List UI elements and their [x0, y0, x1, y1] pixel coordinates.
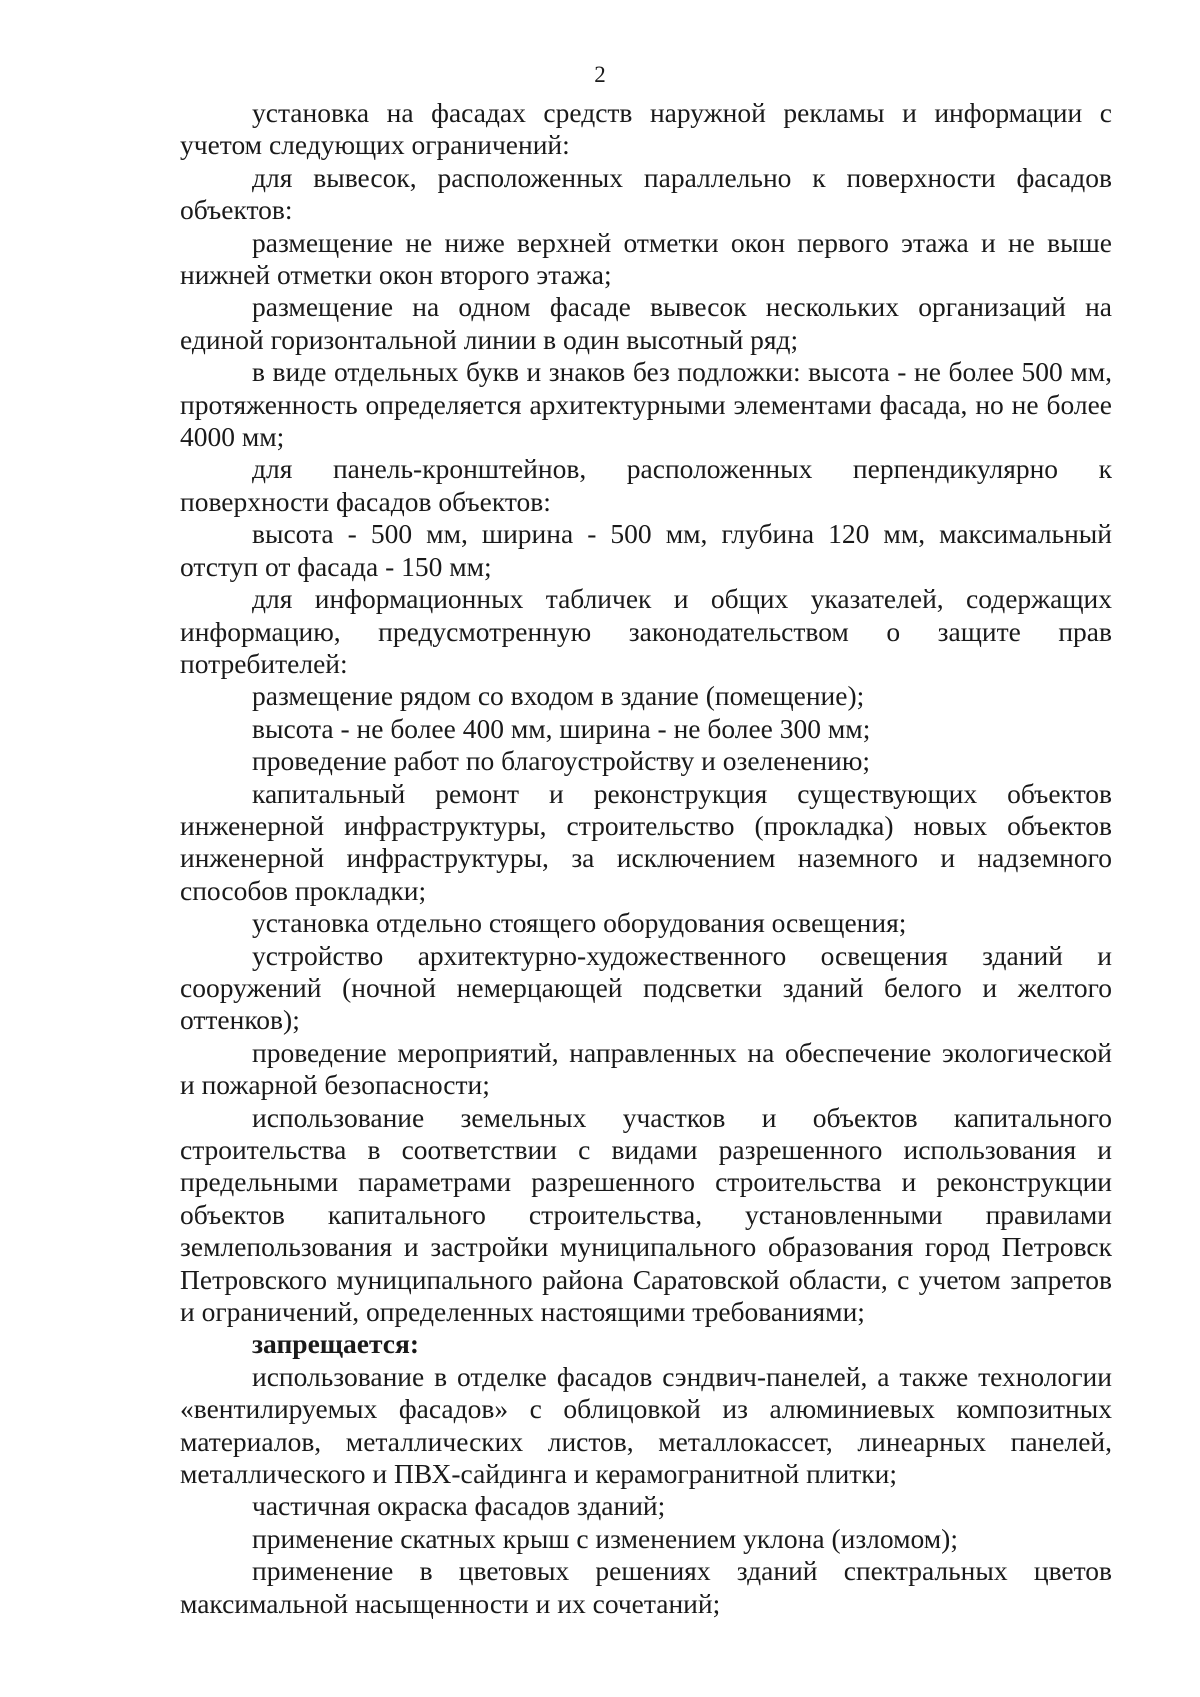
document-body — [180, 97, 1112, 1620]
prohibited-heading: запрещается: — [252, 1328, 420, 1360]
paragraph-lighting-equipment: установка отдельно стоящего оборудования освещения; — [252, 907, 907, 939]
paragraph-facade-advertising: установка на фасадах средств наружной рекламы и информации с учетом следующих ограничений: — [180, 97, 1112, 161]
paragraph-bracket-size: высота - 500 мм, ширина - 500 мм, глубина 120 мм, максимальный отступ от фасада - 150 мм; — [180, 518, 1112, 582]
paragraph-parallel-signs: для вывесок, расположенных параллельно к поверхности фасадов объектов: — [180, 161, 1112, 226]
paragraph-safety-measures: проведение мероприятий, направленных на обеспечение экологической и пожарной безопасности; — [180, 1036, 1112, 1101]
paragraph-engineering-infrastructure: капитальный ремонт и реконструкция существующих объектов инженерной инфраструктуры, строительство (прокладка) новых объектов инженерной инфраструктуры, за исключением наземного и надземного способов прокладки; — [180, 777, 1112, 906]
paragraph-panel-brackets: для панель-кронштейнов, расположенных перпендикулярно к поверхности фасадов объектов: — [180, 453, 1112, 517]
paragraph-near-entrance: размещение рядом со входом в здание (помещение); — [252, 680, 865, 712]
page-number: 2 — [594, 62, 606, 87]
paragraph-info-plates: для информационных табличек и общих указателей, содержащих информацию, предусмотренную законодательством о защите прав потребителей: — [180, 583, 1112, 679]
paragraph-letters-size: в виде отдельных букв и знаков без подложки: высота - не более 500 мм, протяженность определяется архитектурными элементами фасада, но не более 4000 мм; — [180, 356, 1112, 453]
paragraph-sandwich-panels: использование в отделке фасадов сэндвич-панелей, а также технологии «вентилируемых фасадов» с облицовкой из алюминиевых композитных материалов, металлических листов, металлокассет, линеарных панелей, металлического и ПВХ-сайдинга и керамогранитной плитки; — [180, 1360, 1112, 1490]
paragraph-landscaping: проведение работ по благоустройству и озеленению; — [252, 745, 870, 777]
paragraph-architectural-lighting: устройство архитектурно-художественного освещения зданий и сооружений (ночной немерцающей подсветки зданий белого и желтого оттенков); — [180, 939, 1112, 1036]
paragraph-spectral-colors: применение в цветовых решениях зданий спектральных цветов максимальной насыщенности и их сочетаний; — [180, 1555, 1112, 1619]
paragraph-land-use: использование земельных участков и объектов капитального строительства в соответствии с видами разрешенного использования и предельными параметрами разрешенного строительства и реконструкции объектов капитального строительства, установленными правилами землепользования и застройки муниципального образования город Петровск Петровского муниципального района Саратовской области, с учетом запретов и ограничений, определенных настоящими требованиями; — [180, 1101, 1112, 1328]
paragraph-floor-placement: размещение не ниже верхней отметки окон первого этажа и не выше нижней отметки окон второго этажа; — [180, 226, 1112, 291]
paragraph-partial-painting: частичная окраска фасадов зданий; — [252, 1490, 666, 1522]
paragraph-single-row: размещение на одном фасаде вывесок нескольких организаций на единой горизонтальной линии в один высотный ряд; — [180, 291, 1112, 355]
paragraph-pitched-roofs: применение скатных крыш с изменением уклона (изломом); — [252, 1522, 958, 1554]
paragraph-plate-size: высота - не более 400 мм, ширина - не более 300 мм; — [252, 712, 871, 744]
